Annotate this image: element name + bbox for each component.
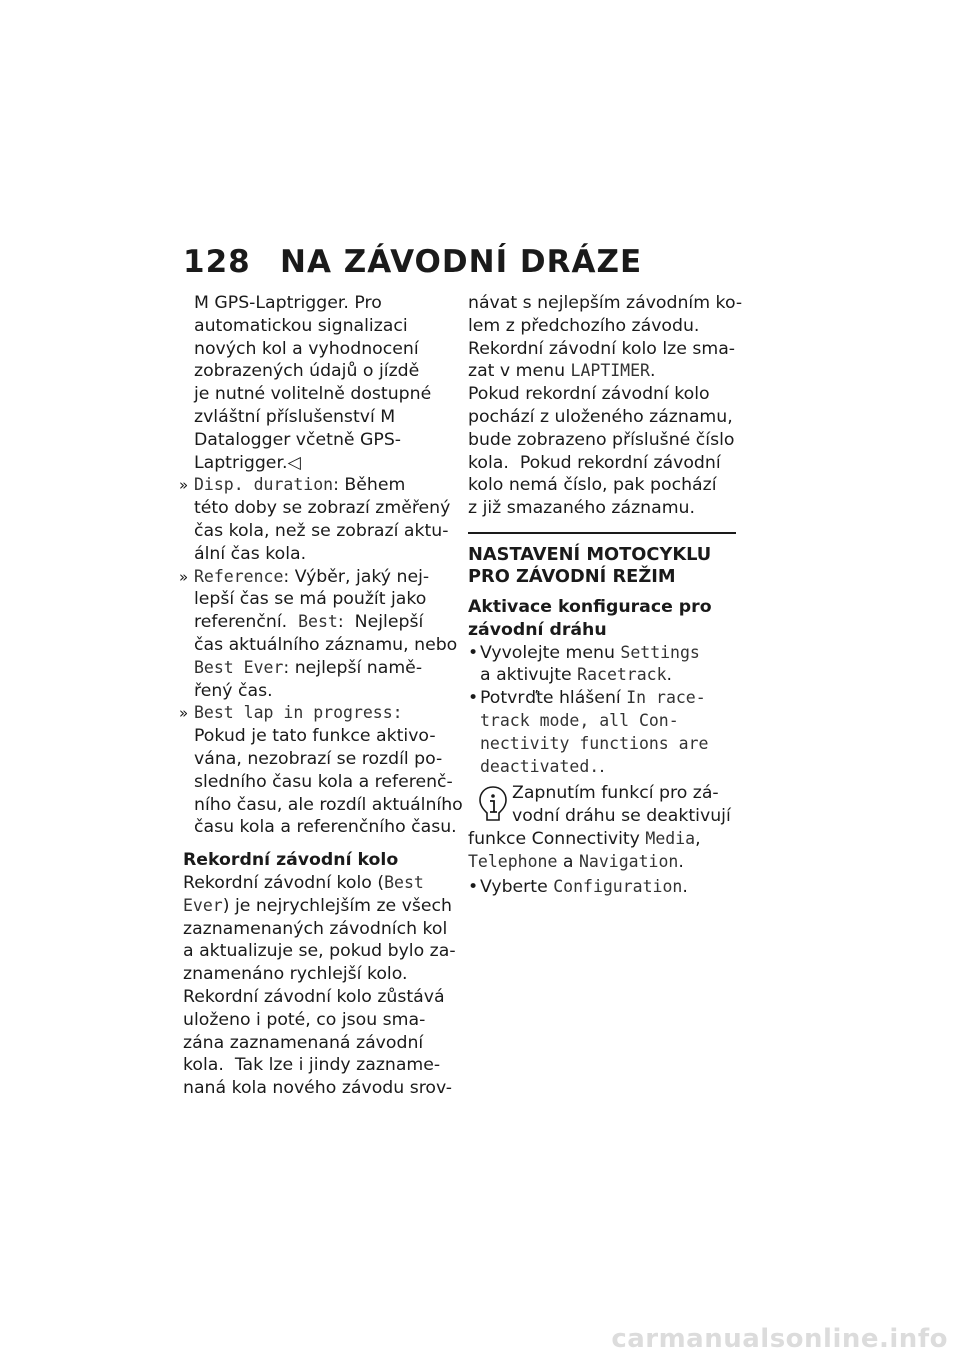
ui-term: Best bbox=[384, 872, 424, 892]
text-segment: a aktivujte bbox=[480, 665, 578, 686]
text-segment: kola. Tak lze i jindy zazname- bbox=[183, 1055, 441, 1076]
text-line bbox=[468, 474, 743, 497]
text-line bbox=[468, 406, 743, 429]
text-segment: : Výběr, jaký nej- bbox=[283, 566, 430, 587]
text-segment: naná kola nového závodu srov- bbox=[183, 1078, 453, 1099]
text-line bbox=[468, 315, 743, 338]
text-line bbox=[480, 756, 743, 779]
record-lap-paragraph bbox=[183, 872, 455, 1100]
text-line bbox=[194, 771, 455, 794]
text-segment: uloženo i poté, co jsou sma- bbox=[183, 1009, 426, 1030]
text-line bbox=[183, 986, 455, 1009]
list-marker: » bbox=[179, 476, 189, 495]
text-line bbox=[183, 1054, 455, 1077]
page-header bbox=[183, 244, 642, 280]
ui-term: Best Ever bbox=[194, 657, 284, 677]
text-segment: ální čas kola. bbox=[194, 543, 307, 564]
text-segment: návat s nejlepším závodním ko- bbox=[468, 293, 743, 313]
text-segment: . bbox=[682, 876, 688, 897]
text-segment: , bbox=[695, 828, 701, 849]
text-segment: . bbox=[678, 851, 684, 872]
text-line bbox=[183, 918, 455, 941]
text-line bbox=[183, 963, 455, 986]
text-line bbox=[468, 828, 743, 851]
ui-term: deactivated. bbox=[480, 756, 600, 776]
text-line bbox=[468, 429, 743, 452]
text-line bbox=[480, 710, 743, 733]
text-segment: Rekordní závodní kolo lze sma- bbox=[468, 338, 736, 359]
text-segment: znamenáno rychlejší kolo. bbox=[183, 964, 408, 985]
text-segment: Vyberte bbox=[480, 876, 554, 897]
ui-term: Best lap in progress: bbox=[194, 703, 403, 723]
ui-term: Disp. duration bbox=[194, 475, 334, 495]
text-segment: zaznamenaných závodních kol bbox=[183, 918, 448, 939]
text-line bbox=[194, 566, 455, 589]
text-line: M GPS-Laptrigger. Pro bbox=[194, 293, 382, 313]
ui-term: track mode, all Con- bbox=[480, 710, 679, 730]
text-segment: zat v menu bbox=[468, 361, 571, 382]
continued-paragraph bbox=[468, 292, 743, 520]
text-segment: funkce Connectivity bbox=[468, 828, 646, 849]
text-line bbox=[468, 497, 743, 520]
ui-term: Media bbox=[645, 828, 696, 848]
text-line bbox=[194, 702, 455, 725]
text-line: zvláštní příslušenství M bbox=[194, 406, 396, 427]
section-heading-record-lap: Rekordní závodní kolo bbox=[183, 850, 399, 871]
list-marker: • bbox=[468, 688, 479, 709]
text-segment: času kola a referenčního času. bbox=[194, 817, 457, 838]
ui-term: nectivity functions are bbox=[480, 733, 709, 753]
text-line: Laptrigger.◁ bbox=[194, 452, 301, 473]
page-title: NA ZÁVODNÍ DRÁZE bbox=[280, 244, 643, 280]
left-column bbox=[179, 292, 463, 1100]
ui-term: LAPTIMER bbox=[570, 361, 650, 381]
text-line bbox=[480, 664, 743, 687]
text-line bbox=[480, 733, 743, 756]
list-marker: » bbox=[179, 567, 189, 586]
text-segment: pochází z uloženého záznamu, bbox=[468, 406, 733, 427]
text-segment: vodní dráhu se deaktivují bbox=[512, 806, 731, 827]
text-line bbox=[183, 895, 455, 918]
text-segment: čas kola, než se zobrazí aktu- bbox=[194, 520, 449, 541]
page-number: 128 bbox=[183, 244, 251, 280]
text-segment: referenční. bbox=[194, 612, 299, 633]
info-note-text bbox=[468, 782, 743, 873]
section-heading-racing-mode: NASTAVENÍ MOTOCYKLU PRO ZÁVODNÍ REŽIM bbox=[468, 543, 712, 587]
watermark: carmanualsonline.info bbox=[611, 1324, 948, 1354]
text-line bbox=[194, 611, 455, 634]
text-segment: . bbox=[599, 756, 605, 777]
text-line bbox=[194, 497, 455, 520]
text-line bbox=[194, 794, 463, 817]
text-segment: . bbox=[650, 361, 656, 382]
text-line: zobrazených údajů o jízdě bbox=[194, 361, 420, 382]
text-segment: Vyvolejte menu bbox=[480, 642, 621, 663]
text-line bbox=[194, 588, 455, 611]
text-segment: Rekordní závodní kolo ( bbox=[183, 872, 385, 893]
text-line: je nutné volitelně dostupné bbox=[194, 384, 432, 405]
text-segment: : nejlepší namě- bbox=[283, 657, 423, 678]
text-line bbox=[480, 642, 743, 665]
text-line bbox=[194, 680, 455, 703]
text-segment: Pokud je tato funkce aktivo- bbox=[194, 726, 436, 747]
text-segment: kola. Pokud rekordní závodní bbox=[468, 452, 721, 473]
text-segment: Rekordní závodní kolo zůstává bbox=[183, 986, 445, 1007]
text-segment: ) je nejrychlejším ze všech bbox=[222, 895, 452, 916]
text-line bbox=[183, 1077, 455, 1100]
text-line bbox=[183, 1032, 455, 1055]
info-note bbox=[468, 782, 743, 873]
text-segment: čas aktuálního záznamu, nebo bbox=[194, 634, 458, 655]
info-icon bbox=[478, 785, 508, 823]
ui-term: Configuration bbox=[553, 876, 683, 896]
section-divider bbox=[468, 532, 736, 534]
text-line bbox=[194, 816, 455, 839]
list-item bbox=[179, 566, 458, 703]
text-line bbox=[468, 452, 743, 475]
text-line bbox=[183, 1009, 455, 1032]
list-marker: • bbox=[468, 876, 479, 897]
text-segment: ního času, ale rozdíl aktuálního bbox=[194, 794, 463, 815]
text-line bbox=[194, 474, 455, 497]
text-segment: Potvrďte hlášení bbox=[480, 688, 627, 709]
ui-term: Reference bbox=[194, 566, 284, 586]
text-segment: Pokud rekordní závodní kolo bbox=[468, 384, 710, 405]
subheading-activate-config: Aktivace konfigurace pro závodní dráhu bbox=[468, 596, 712, 640]
bullet-list-1 bbox=[468, 642, 743, 779]
text-segment: této doby se zobrazí změřený bbox=[194, 498, 451, 519]
text-line bbox=[468, 292, 743, 315]
text-segment: řený čas. bbox=[194, 680, 273, 701]
text-segment: vána, nezobrazí se rozdíl po- bbox=[194, 748, 443, 769]
text-segment: zána zaznamenaná závodní bbox=[183, 1032, 424, 1053]
text-segment: . bbox=[666, 665, 673, 686]
ui-term: Racetrack bbox=[577, 665, 667, 685]
text-segment: : Během bbox=[333, 475, 406, 496]
text-line bbox=[194, 634, 458, 657]
intro-paragraph bbox=[183, 292, 455, 474]
text-line: Datalogger včetně GPS- bbox=[194, 429, 402, 450]
text-line bbox=[183, 872, 455, 895]
text-line bbox=[468, 383, 743, 406]
text-line bbox=[194, 657, 455, 680]
ui-term: Best bbox=[298, 612, 338, 632]
text-segment: a aktualizuje se, pokud bylo za- bbox=[183, 941, 456, 962]
ui-term: Telephone bbox=[468, 851, 558, 871]
text-segment: kolo nemá číslo, pak pochází bbox=[468, 475, 717, 496]
list-marker: » bbox=[179, 704, 189, 723]
list-item bbox=[179, 474, 455, 565]
text-line bbox=[480, 687, 743, 710]
text-line bbox=[194, 725, 455, 748]
text-segment: lepší čas se má použít jako bbox=[194, 589, 427, 610]
text-segment: : Nejlepší bbox=[337, 612, 424, 633]
list-item bbox=[468, 642, 743, 688]
text-line bbox=[512, 782, 743, 805]
text-line bbox=[194, 520, 455, 543]
list-item bbox=[468, 876, 743, 899]
option-list bbox=[179, 474, 463, 839]
text-line: automatickou signalizaci bbox=[194, 315, 408, 336]
list-item bbox=[179, 702, 463, 839]
text-segment: lem z předchozího závodu. bbox=[468, 315, 700, 336]
text-line bbox=[480, 876, 743, 899]
text-line bbox=[468, 360, 743, 383]
bullet-list-2 bbox=[468, 876, 743, 899]
ui-term: Settings bbox=[620, 642, 700, 662]
ui-term: In race- bbox=[626, 688, 706, 708]
list-item bbox=[468, 687, 743, 778]
ui-term: Ever bbox=[183, 895, 223, 915]
list-marker: • bbox=[468, 642, 479, 663]
text-segment: sledního času kola a referenč- bbox=[194, 771, 453, 792]
text-line bbox=[468, 338, 743, 361]
text-line bbox=[183, 940, 455, 963]
text-line bbox=[194, 543, 455, 566]
text-line bbox=[468, 851, 743, 874]
right-column bbox=[468, 292, 743, 898]
ui-term: Navigation bbox=[578, 851, 679, 871]
text-segment: z již smazaného záznamu. bbox=[468, 498, 695, 519]
text-line bbox=[194, 748, 455, 771]
text-segment: Zapnutím funkcí pro zá- bbox=[512, 783, 719, 804]
text-segment: a bbox=[557, 851, 579, 872]
text-line bbox=[512, 805, 743, 828]
text-segment: bude zobrazeno příslušné číslo bbox=[468, 429, 735, 450]
text-line: nových kol a vyhodnocení bbox=[194, 338, 419, 359]
